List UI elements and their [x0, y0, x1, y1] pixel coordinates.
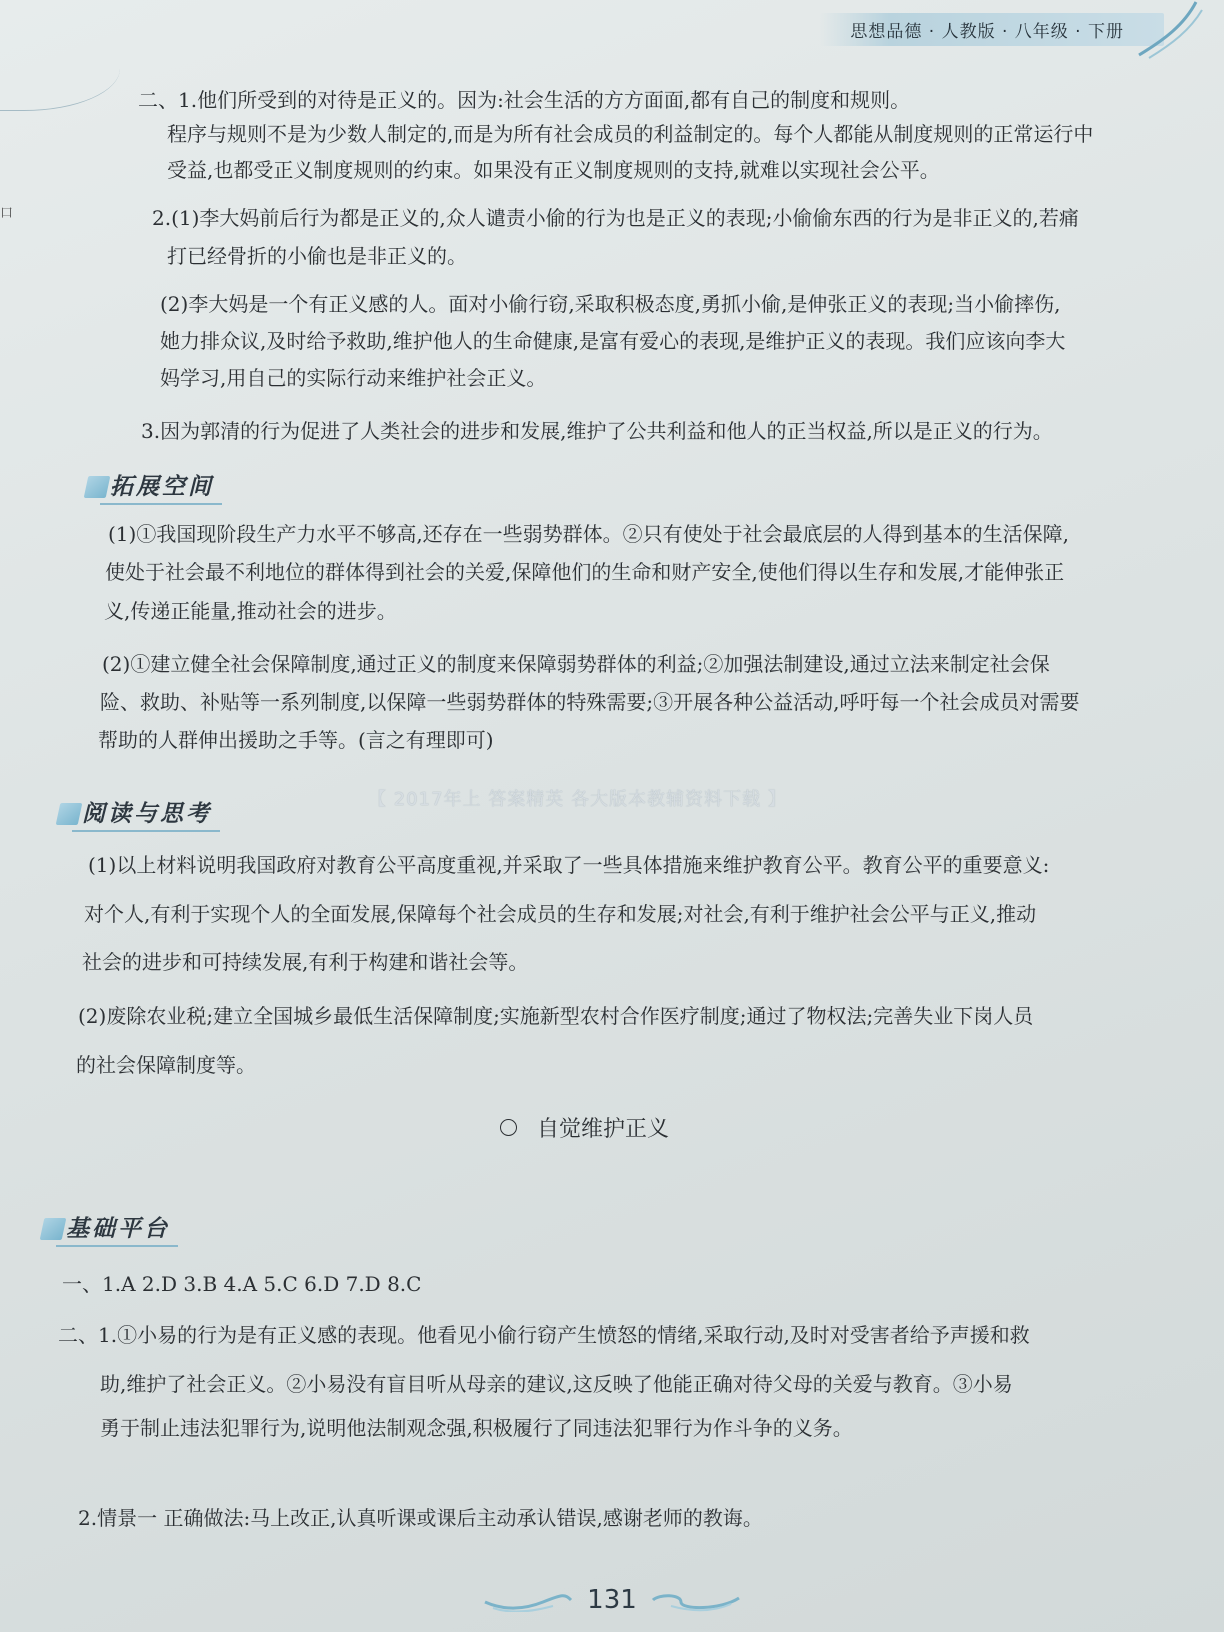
section-title: 阅读与思考: [72, 795, 220, 832]
text-line: 打已经骨折的小偷也是非正义的。: [167, 244, 467, 268]
text-line: 帮助的人群伸出援助之手等。(言之有理即可): [98, 728, 494, 752]
text-line: 险、救助、补贴等一系列制度,以保障一些弱势群体的特殊需要;③开展各种公益活动,呼吁每一个社会成员对需要: [100, 690, 1080, 714]
wave-right-icon: [651, 1588, 741, 1612]
watermark: 【 2017年上 答案精英 各大版本教辅资料下载 】: [368, 789, 787, 810]
text-line: 受益,也都受正义制度规则的约束。如果没有正义制度规则的支持,就难以实现社会公平。: [167, 158, 940, 182]
text-line: 妈学习,用自己的实际行动来维护社会正义。: [160, 366, 547, 390]
text-line: 社会的进步和可持续发展,有利于构建和谐社会等。: [82, 950, 529, 974]
text-line: (2)①建立健全社会保障制度,通过正义的制度来保障弱势群体的利益;②加强法制建设,通过立法来制定社会保: [102, 652, 1050, 676]
text-line: 她力排众议,及时给予救助,维护他人的生命健康,是富有爱心的表现,是维护正义的表现。我们应该向李大: [160, 329, 1066, 353]
text-line: 的社会保障制度等。: [76, 1053, 256, 1077]
text-line: 2.(1)李大妈前后行为都是正义的,众人谴责小偷的行为也是正义的表现;小偷偷东西的行为是非正义的,若痛: [152, 206, 1079, 230]
text-line: 勇于制止违法犯罪行为,说明他法制观念强,积极履行了同违法犯罪行为作斗争的义务。: [100, 1416, 853, 1440]
page-footer: [0, 1585, 1224, 1615]
text-line: 程序与规则不是为少数人制定的,而是为所有社会成员的利益制定的。每个人都能从制度规则的正常运行中: [167, 122, 1094, 146]
section-marker-icon: [84, 476, 111, 498]
text-line: 二、1.他们所受到的对待是正义的。因为:社会生活的方方面面,都有自己的制度和规则。: [138, 88, 911, 112]
text-line: 2.情景一 正确做法:马上改正,认真听课或课后主动承认错误,感谢老师的教诲。: [78, 1506, 763, 1530]
text-line: 助,维护了社会正义。②小易没有盲目听从母亲的建议,这反映了他能正确对待父母的关爱与教育。③小易: [100, 1372, 1013, 1396]
book-title: 思想品德 · 人教版 · 八年级 · 下册: [820, 13, 1164, 46]
text-line: (1)以上材料说明我国政府对教育公平高度重视,并采取了一些具体措施来维护教育公平。教育公平的重要意义:: [88, 853, 1050, 877]
circle-icon: [500, 1119, 517, 1136]
chapter-heading: [500, 1112, 669, 1143]
chapter-title: 自觉维护正义: [537, 1117, 670, 1142]
section-marker-icon: [40, 1218, 67, 1240]
edge-mark: 口: [0, 206, 14, 221]
section-title: 基础平台: [56, 1210, 178, 1247]
text-line: (1)①我国现阶段生产力水平不够高,还存在一些弱势群体。②只有使处于社会最底层的人得到基本的生活保障,: [108, 522, 1070, 546]
page-header: [820, 12, 1164, 46]
swoosh-icon: [1134, 0, 1204, 60]
text-line: 对个人,有利于实现个人的全面发展,保障每个社会成员的生存和发展;对社会,有利于维护社会公平与正义,推动: [84, 902, 1037, 926]
section-heading-reading: [58, 795, 220, 832]
text-line: 3.因为郭清的行为促进了人类社会的进步和发展,维护了公共利益和他人的正当权益,所以是正义的行为。: [141, 419, 1053, 443]
page-number: 131: [587, 1585, 637, 1615]
wave-left-icon: [483, 1588, 573, 1612]
text-line: 使处于社会最不利地位的群体得到社会的关爱,保障他们的生命和财产安全,使他们得以生存和发展,才能伸张正: [105, 560, 1065, 584]
section-marker-icon: [56, 803, 83, 825]
section-heading-expand: [86, 468, 222, 505]
answer-line: 一、1.A 2.D 3.B 4.A 5.C 6.D 7.D 8.C: [62, 1272, 422, 1296]
section-heading-basic: [42, 1210, 178, 1247]
decorative-curve: [0, 40, 120, 111]
text-line: 义,传递正能量,推动社会的进步。: [104, 599, 397, 623]
section-title: 拓展空间: [100, 468, 222, 505]
text-line: (2)李大妈是一个有正义感的人。面对小偷行窃,采取积极态度,勇抓小偷,是伸张正义的表现;当小偷摔伤,: [160, 292, 1061, 316]
text-line: (2)废除农业税;建立全国城乡最低生活保障制度;实施新型农村合作医疗制度;通过了物权法;完善失业下岗人员: [78, 1004, 1034, 1028]
text-line: 二、1.①小易的行为是有正义感的表现。他看见小偷行窃产生愤怒的情绪,采取行动,及时对受害者给予声援和救: [58, 1323, 1030, 1347]
